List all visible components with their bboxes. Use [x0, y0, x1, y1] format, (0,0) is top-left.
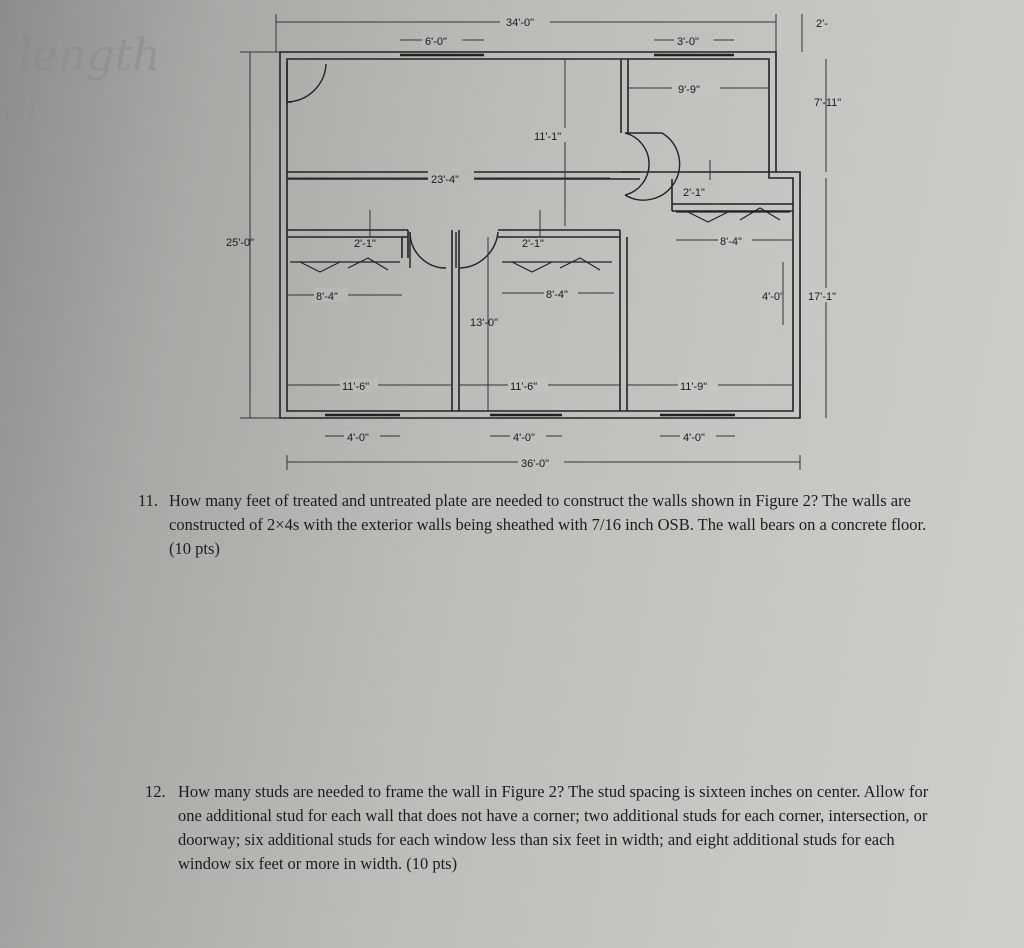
dim-bath3-length: 8'-4" [720, 236, 742, 248]
dim-bottom-overall: 36'-0" [521, 458, 550, 470]
dim-window1: 4'-0" [347, 432, 369, 444]
dim-top-overall: 34'-0" [506, 17, 535, 29]
dim-closet-width: 9'-9" [678, 84, 700, 96]
dim-hall-depth: 11'-1" [534, 131, 562, 143]
dim-top-right: 2'- [816, 18, 828, 30]
dim-right-height: 17'-1" [808, 291, 837, 303]
question-12-text: How many studs are needed to frame the wall in Figure 2? The stud spacing is sixteen inches on center. Allow for one additional stud for each wall that does not have a corner; two additional studs for each corner, intersection, or doorway; six additional studs for each window less than six feet in width; and eight additional studs for each window six feet or more in width. (10 pts) [178, 782, 929, 873]
question-11-number: 11. [138, 491, 159, 510]
pencil-note: (2) [4, 100, 36, 125]
dim-window2: 4'-0" [513, 432, 535, 444]
dim-mid-height: 13'-0" [470, 317, 499, 329]
dim-overall-height: 25'-0" [226, 237, 255, 249]
dim-room1-width: 11'-6" [342, 381, 370, 393]
pencil-scribble: length [18, 30, 161, 81]
dim-closet-height: 7'-11" [814, 97, 842, 109]
dimension-labels [226, 13, 846, 470]
dim-window3: 4'-0" [683, 432, 705, 444]
dim-bath2-width: 2'-1" [522, 238, 544, 250]
dim-bath3-width: 2'-1" [683, 187, 705, 199]
dim-left-window: 6'-0" [425, 36, 447, 48]
question-11-text: How many feet of treated and untreated plate are needed to construct the walls shown in Figure 2? The walls are constructed of 2×4s with the exterior walls being sheathed with 7/16 inch OSB. The wall bears on a concrete floor. (10 pts) [169, 491, 927, 558]
dim-bath1-length: 8'-4" [316, 291, 338, 303]
question-12-number: 12. [145, 782, 166, 801]
dim-room3-width: 11'-9" [680, 381, 708, 393]
dim-bath2-length: 8'-4" [546, 289, 568, 301]
window-marks [325, 55, 735, 415]
dim-bath1-width: 2'-1" [354, 238, 376, 250]
dim-room2-width: 11'-6" [510, 381, 538, 393]
dim-right-opening: 4'-0" [762, 291, 784, 303]
dim-right-window: 3'-0" [677, 36, 699, 48]
dim-hall-length: 23'-4" [431, 174, 460, 186]
